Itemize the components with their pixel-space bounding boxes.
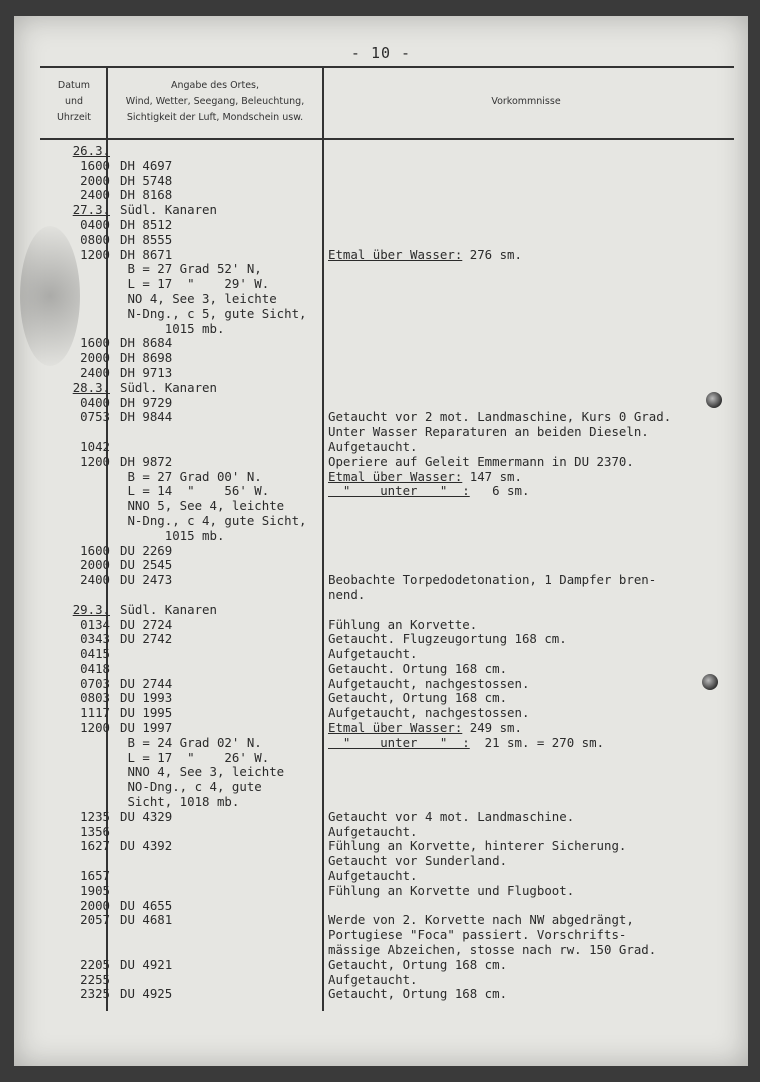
entry-time: 1200 — [80, 246, 110, 262]
log-row — [14, 514, 748, 529]
entry-event: Aufgetaucht. — [328, 823, 418, 839]
entry-event: Werde von 2. Korvette nach NW abgedrängt, — [328, 912, 634, 928]
header-ort-line: Wind, Wetter, Seegang, Beleuchtung, — [125, 96, 305, 107]
entry-time: 0753 — [80, 409, 110, 425]
log-row — [14, 484, 748, 499]
page-number: - 10 - — [350, 44, 412, 62]
entry-event: Portugiese "Foca" passiert. Vorschrifts- — [328, 927, 627, 943]
entry-time: 0134 — [80, 616, 110, 632]
log-row — [14, 396, 748, 411]
log-row — [14, 455, 748, 470]
log-row — [14, 736, 748, 751]
entry-position: DU 4655 — [120, 897, 173, 913]
entry-event: Operiere auf Geleit Emmermann in DU 2370. — [328, 453, 634, 469]
log-row — [14, 292, 748, 307]
entry-event: Getaucht. Flugzeugortung 168 cm. — [328, 631, 567, 647]
entry-event: Getaucht, Ortung 168 cm. — [328, 690, 508, 706]
log-row — [14, 721, 748, 736]
entry-position: N-Dng., c 5, gute Sicht, — [120, 305, 307, 321]
entry-time: 1600 — [80, 157, 110, 173]
log-row — [14, 706, 748, 721]
entry-position: DH 8555 — [120, 231, 173, 247]
header-top-rule — [40, 66, 734, 68]
entry-time: 0343 — [80, 631, 110, 647]
entry-time: 26.3. — [72, 143, 110, 158]
entry-event: Fühlung an Korvette. — [328, 616, 478, 632]
log-row — [14, 647, 748, 662]
entry-time: 0803 — [80, 690, 110, 706]
entry-event: Aufgetaucht. — [328, 971, 418, 987]
entry-time: 0400 — [80, 216, 110, 232]
entry-event: Aufgetaucht, nachgestossen. — [328, 705, 530, 721]
entry-position: NNO 4, See 3, leichte — [120, 764, 285, 780]
entry-time: 29.3. — [72, 601, 110, 617]
log-row — [14, 869, 748, 884]
entry-position: L = 17 " 29' W. — [120, 276, 270, 292]
entry-time: 1042 — [80, 438, 110, 454]
log-row — [14, 410, 748, 425]
log-row — [14, 248, 748, 263]
entry-event: Etmal über Wasser: 249 sm. — [328, 720, 522, 736]
header-vorkommnisse: Vorkommnisse — [491, 96, 561, 107]
entry-time: 1657 — [80, 868, 110, 884]
entry-event: Getaucht, Ortung 168 cm. — [328, 956, 508, 972]
log-row — [14, 913, 748, 928]
log-row — [14, 336, 748, 351]
entry-position: DH 8671 — [120, 246, 173, 262]
entry-position: B = 27 Grad 00' N. — [120, 468, 262, 484]
log-row — [14, 440, 748, 455]
log-row — [14, 499, 748, 514]
entry-position: NNO 5, See 4, leichte — [120, 498, 285, 514]
entry-position: 1015 mb. — [120, 527, 225, 543]
entry-event: " unter " : 6 sm. — [328, 483, 530, 499]
log-row — [14, 928, 748, 943]
entry-time: 2057 — [80, 912, 110, 928]
entry-event: Aufgetaucht, nachgestossen. — [328, 675, 530, 691]
entry-event: Getaucht vor Sunderland. — [328, 853, 508, 869]
entry-position: DU 1995 — [120, 705, 173, 721]
entry-time: 2205 — [80, 956, 110, 972]
entry-time: 2255 — [80, 971, 110, 987]
entry-position: DU 4392 — [120, 838, 173, 854]
log-row — [14, 943, 748, 958]
entry-position: DU 2269 — [120, 542, 173, 558]
entry-time: 1905 — [80, 882, 110, 898]
entry-event: Aufgetaucht. — [328, 868, 418, 884]
entry-event: Getaucht. Ortung 168 cm. — [328, 660, 508, 676]
log-row — [14, 677, 748, 692]
entry-event: Beobachte Torpedodetonation, 1 Dampfer bren- — [328, 572, 657, 588]
log-row — [14, 780, 748, 795]
entry-time: 0800 — [80, 231, 110, 247]
header-datum-line: Datum — [57, 80, 91, 91]
log-row — [14, 899, 748, 914]
entry-position: DU 4329 — [120, 808, 173, 824]
log-row — [14, 987, 748, 1002]
entry-position: DU 4925 — [120, 986, 173, 1002]
entry-time: 2000 — [80, 350, 110, 366]
log-row — [14, 351, 748, 366]
log-row — [14, 188, 748, 203]
log-row — [14, 218, 748, 233]
entry-time: 1235 — [80, 808, 110, 824]
entry-time: 0400 — [80, 394, 110, 410]
entry-position: Südl. Kanaren — [120, 202, 217, 218]
log-row — [14, 144, 748, 159]
log-row — [14, 884, 748, 899]
entry-time: 0703 — [80, 675, 110, 691]
entry-time: 2000 — [80, 557, 110, 573]
log-row — [14, 573, 748, 588]
entry-time: 2000 — [80, 897, 110, 913]
entry-position: L = 14 " 56' W. — [120, 483, 270, 499]
log-row — [14, 588, 748, 603]
entry-event: Fühlung an Korvette, hinterer Sicherung. — [328, 838, 627, 854]
entry-time: 2400 — [80, 572, 110, 588]
entry-position: DH 9844 — [120, 409, 173, 425]
entry-position: NO-Dng., c 4, gute — [120, 779, 262, 795]
entry-event: Getaucht vor 4 mot. Landmaschine. — [328, 808, 575, 824]
entry-time: 1600 — [80, 335, 110, 351]
entry-time: 2400 — [80, 187, 110, 203]
entry-position: DH 4697 — [120, 157, 173, 173]
header-datum-line: und — [64, 96, 84, 107]
entry-event: nend. — [328, 586, 366, 602]
log-row — [14, 618, 748, 633]
logbook-page — [14, 16, 748, 1066]
entry-position: NO 4, See 3, leichte — [120, 290, 277, 306]
entry-event: Etmal über Wasser: 147 sm. — [328, 468, 522, 484]
entry-position: DH 5748 — [120, 172, 173, 188]
entry-time: 28.3. — [72, 379, 110, 395]
log-row — [14, 307, 748, 322]
log-row — [14, 632, 748, 647]
log-row — [14, 765, 748, 780]
entry-position: DH 9729 — [120, 394, 173, 410]
log-row — [14, 203, 748, 218]
log-row — [14, 366, 748, 381]
entry-event: Unter Wasser Reparaturen an beiden Dieseln. — [328, 424, 649, 440]
entry-time: 2325 — [80, 986, 110, 1002]
entry-time: 27.3. — [72, 202, 110, 218]
log-row — [14, 958, 748, 973]
log-row — [14, 174, 748, 189]
log-row — [14, 425, 748, 440]
entry-time: 1356 — [80, 823, 110, 839]
entry-position: DH 8698 — [120, 350, 173, 366]
entry-time: 1200 — [80, 453, 110, 469]
entry-time: 1627 — [80, 838, 110, 854]
entry-position: DU 4681 — [120, 912, 173, 928]
log-row — [14, 795, 748, 810]
entry-time: 1117 — [80, 705, 110, 721]
log-row — [14, 529, 748, 544]
log-row — [14, 322, 748, 337]
entry-position: DU 1997 — [120, 720, 173, 736]
entry-position: DU 2473 — [120, 572, 173, 588]
log-row — [14, 470, 748, 485]
header-ort-line: Sichtigkeit der Luft, Mondschein usw. — [126, 112, 304, 123]
entry-time: 2000 — [80, 172, 110, 188]
entry-time: 2400 — [80, 364, 110, 380]
entry-position: DH 9872 — [120, 453, 173, 469]
header-bottom-rule — [40, 138, 734, 140]
header-datum-line: Uhrzeit — [56, 112, 92, 123]
entry-event: Etmal über Wasser: 276 sm. — [328, 246, 522, 262]
entry-position: N-Dng., c 4, gute Sicht, — [120, 512, 307, 528]
entry-time: 0415 — [80, 646, 110, 662]
log-row — [14, 751, 748, 766]
entry-event: Aufgetaucht. — [328, 438, 418, 454]
entry-position: DH 8512 — [120, 216, 173, 232]
entry-position: DU 2724 — [120, 616, 173, 632]
entry-position: DU 2742 — [120, 631, 173, 647]
entry-position: L = 17 " 26' W. — [120, 749, 270, 765]
log-row — [14, 544, 748, 559]
log-row — [14, 233, 748, 248]
entry-time: 1600 — [80, 542, 110, 558]
entry-position: Sicht, 1018 mb. — [120, 794, 240, 810]
header-datum — [44, 78, 104, 126]
entry-position: Südl. Kanaren — [120, 601, 217, 617]
log-row — [14, 691, 748, 706]
entry-position: DH 9713 — [120, 364, 173, 380]
entry-event: " unter " : 21 sm. = 270 sm. — [328, 734, 605, 750]
log-row — [14, 839, 748, 854]
entry-time: 1200 — [80, 720, 110, 736]
entry-position: DU 1993 — [120, 690, 173, 706]
log-row — [14, 810, 748, 825]
entry-event: Getaucht, Ortung 168 cm. — [328, 986, 508, 1002]
entry-position: Südl. Kanaren — [120, 379, 217, 395]
log-row — [14, 662, 748, 677]
log-row — [14, 558, 748, 573]
log-row — [14, 381, 748, 396]
entry-event: Getaucht vor 2 mot. Landmaschine, Kurs 0 Grad. — [328, 409, 672, 425]
entry-event: Aufgetaucht. — [328, 646, 418, 662]
entry-time: 0418 — [80, 660, 110, 676]
entry-event: Fühlung an Korvette und Flugboot. — [328, 882, 575, 898]
log-entries — [14, 144, 748, 1002]
entry-position: B = 27 Grad 52' N, — [120, 261, 262, 277]
log-row — [14, 973, 748, 988]
entry-position: B = 24 Grad 02' N. — [120, 734, 262, 750]
entry-position: DU 2545 — [120, 557, 173, 573]
entry-position: 1015 mb. — [120, 320, 225, 336]
entry-position: DH 8684 — [120, 335, 173, 351]
entry-event: mässige Abzeichen, stosse nach rw. 150 Grad. — [328, 942, 657, 958]
log-row — [14, 603, 748, 618]
entry-position: DH 8168 — [120, 187, 173, 203]
log-row — [14, 159, 748, 174]
log-row — [14, 277, 748, 292]
log-row — [14, 825, 748, 840]
log-row — [14, 854, 748, 869]
entry-position: DU 4921 — [120, 956, 173, 972]
header-ort — [110, 78, 320, 126]
entry-position: DU 2744 — [120, 675, 173, 691]
header-ort-line: Angabe des Ortes, — [170, 80, 260, 91]
log-row — [14, 262, 748, 277]
